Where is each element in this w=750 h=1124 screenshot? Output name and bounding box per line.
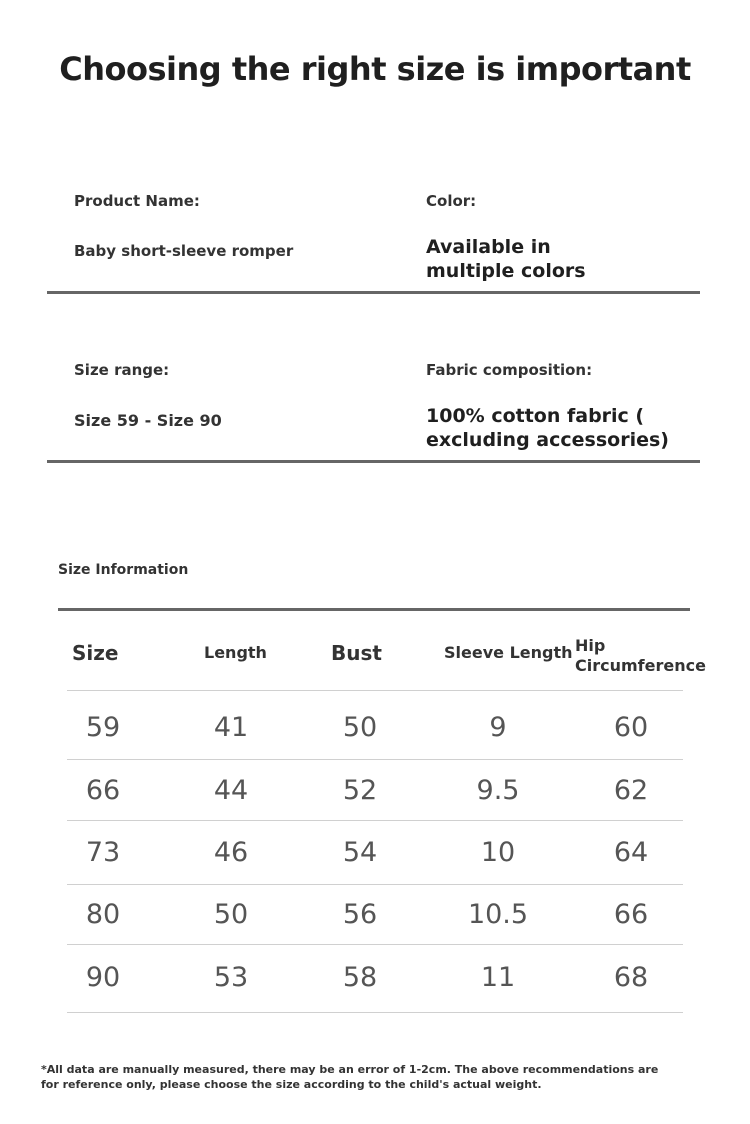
color-label: Color: [426, 192, 477, 210]
table-cell: 66 [613, 899, 649, 930]
fabric-value-line2: excluding accessories) [426, 429, 669, 451]
divider [47, 291, 700, 294]
table-cell: 41 [213, 712, 249, 743]
table-divider [67, 944, 683, 945]
table-cell: 50 [342, 712, 378, 743]
table-cell: 58 [342, 962, 378, 993]
table-divider [67, 759, 683, 760]
table-cell: 9.5 [476, 775, 520, 806]
page-title: Choosing the right size is important [59, 50, 691, 88]
size-range-label: Size range: [74, 361, 170, 379]
table-cell: 44 [213, 775, 249, 806]
table-divider [67, 690, 683, 691]
table-cell: 59 [85, 712, 121, 743]
table-cell: 9 [489, 712, 507, 743]
header-sleeve-length: Sleeve Length [444, 643, 573, 662]
header-size: Size [72, 641, 119, 665]
size-info-heading: Size Information [58, 562, 189, 578]
table-cell: 10 [480, 837, 516, 868]
table-divider [67, 1012, 683, 1013]
table-cell: 10.5 [467, 899, 529, 930]
fabric-value [426, 404, 669, 452]
footnote-line2: for reference only, please choose the size according to the child's actual weight. [41, 1078, 542, 1091]
table-cell: 53 [213, 962, 249, 993]
size-range-value: Size 59 - Size 90 [74, 411, 222, 430]
table-cell: 46 [213, 837, 249, 868]
table-cell: 56 [342, 899, 378, 930]
table-cell: 11 [480, 962, 516, 993]
table-cell: 54 [342, 837, 378, 868]
table-divider [67, 820, 683, 821]
header-hip-line2: Circumference [575, 656, 706, 675]
table-cell: 66 [85, 775, 121, 806]
table-divider [67, 884, 683, 885]
table-cell: 52 [342, 775, 378, 806]
divider [58, 608, 690, 611]
table-cell: 50 [213, 899, 249, 930]
product-name-value: Baby short-sleeve romper [74, 242, 294, 260]
header-hip-circumference [575, 636, 706, 676]
color-value [426, 235, 586, 283]
product-name-label: Product Name: [74, 192, 200, 210]
fabric-label: Fabric composition: [426, 361, 593, 379]
table-cell: 68 [613, 962, 649, 993]
table-cell: 73 [85, 837, 121, 868]
divider [47, 460, 700, 463]
color-value-line2: multiple colors [426, 260, 586, 282]
table-cell: 64 [613, 837, 649, 868]
table-cell: 80 [85, 899, 121, 930]
table-cell: 90 [85, 962, 121, 993]
footnote [41, 1062, 721, 1092]
fabric-value-line1: 100% cotton fabric ( [426, 405, 645, 427]
header-bust: Bust [331, 641, 382, 665]
color-value-line1: Available in [426, 236, 551, 258]
table-cell: 62 [613, 775, 649, 806]
header-length: Length [204, 643, 267, 662]
header-hip-line1: Hip [575, 636, 606, 655]
table-cell: 60 [613, 712, 649, 743]
footnote-line1: *All data are manually measured, there may be an error of 1-2cm. The above recommendations are [41, 1063, 659, 1076]
